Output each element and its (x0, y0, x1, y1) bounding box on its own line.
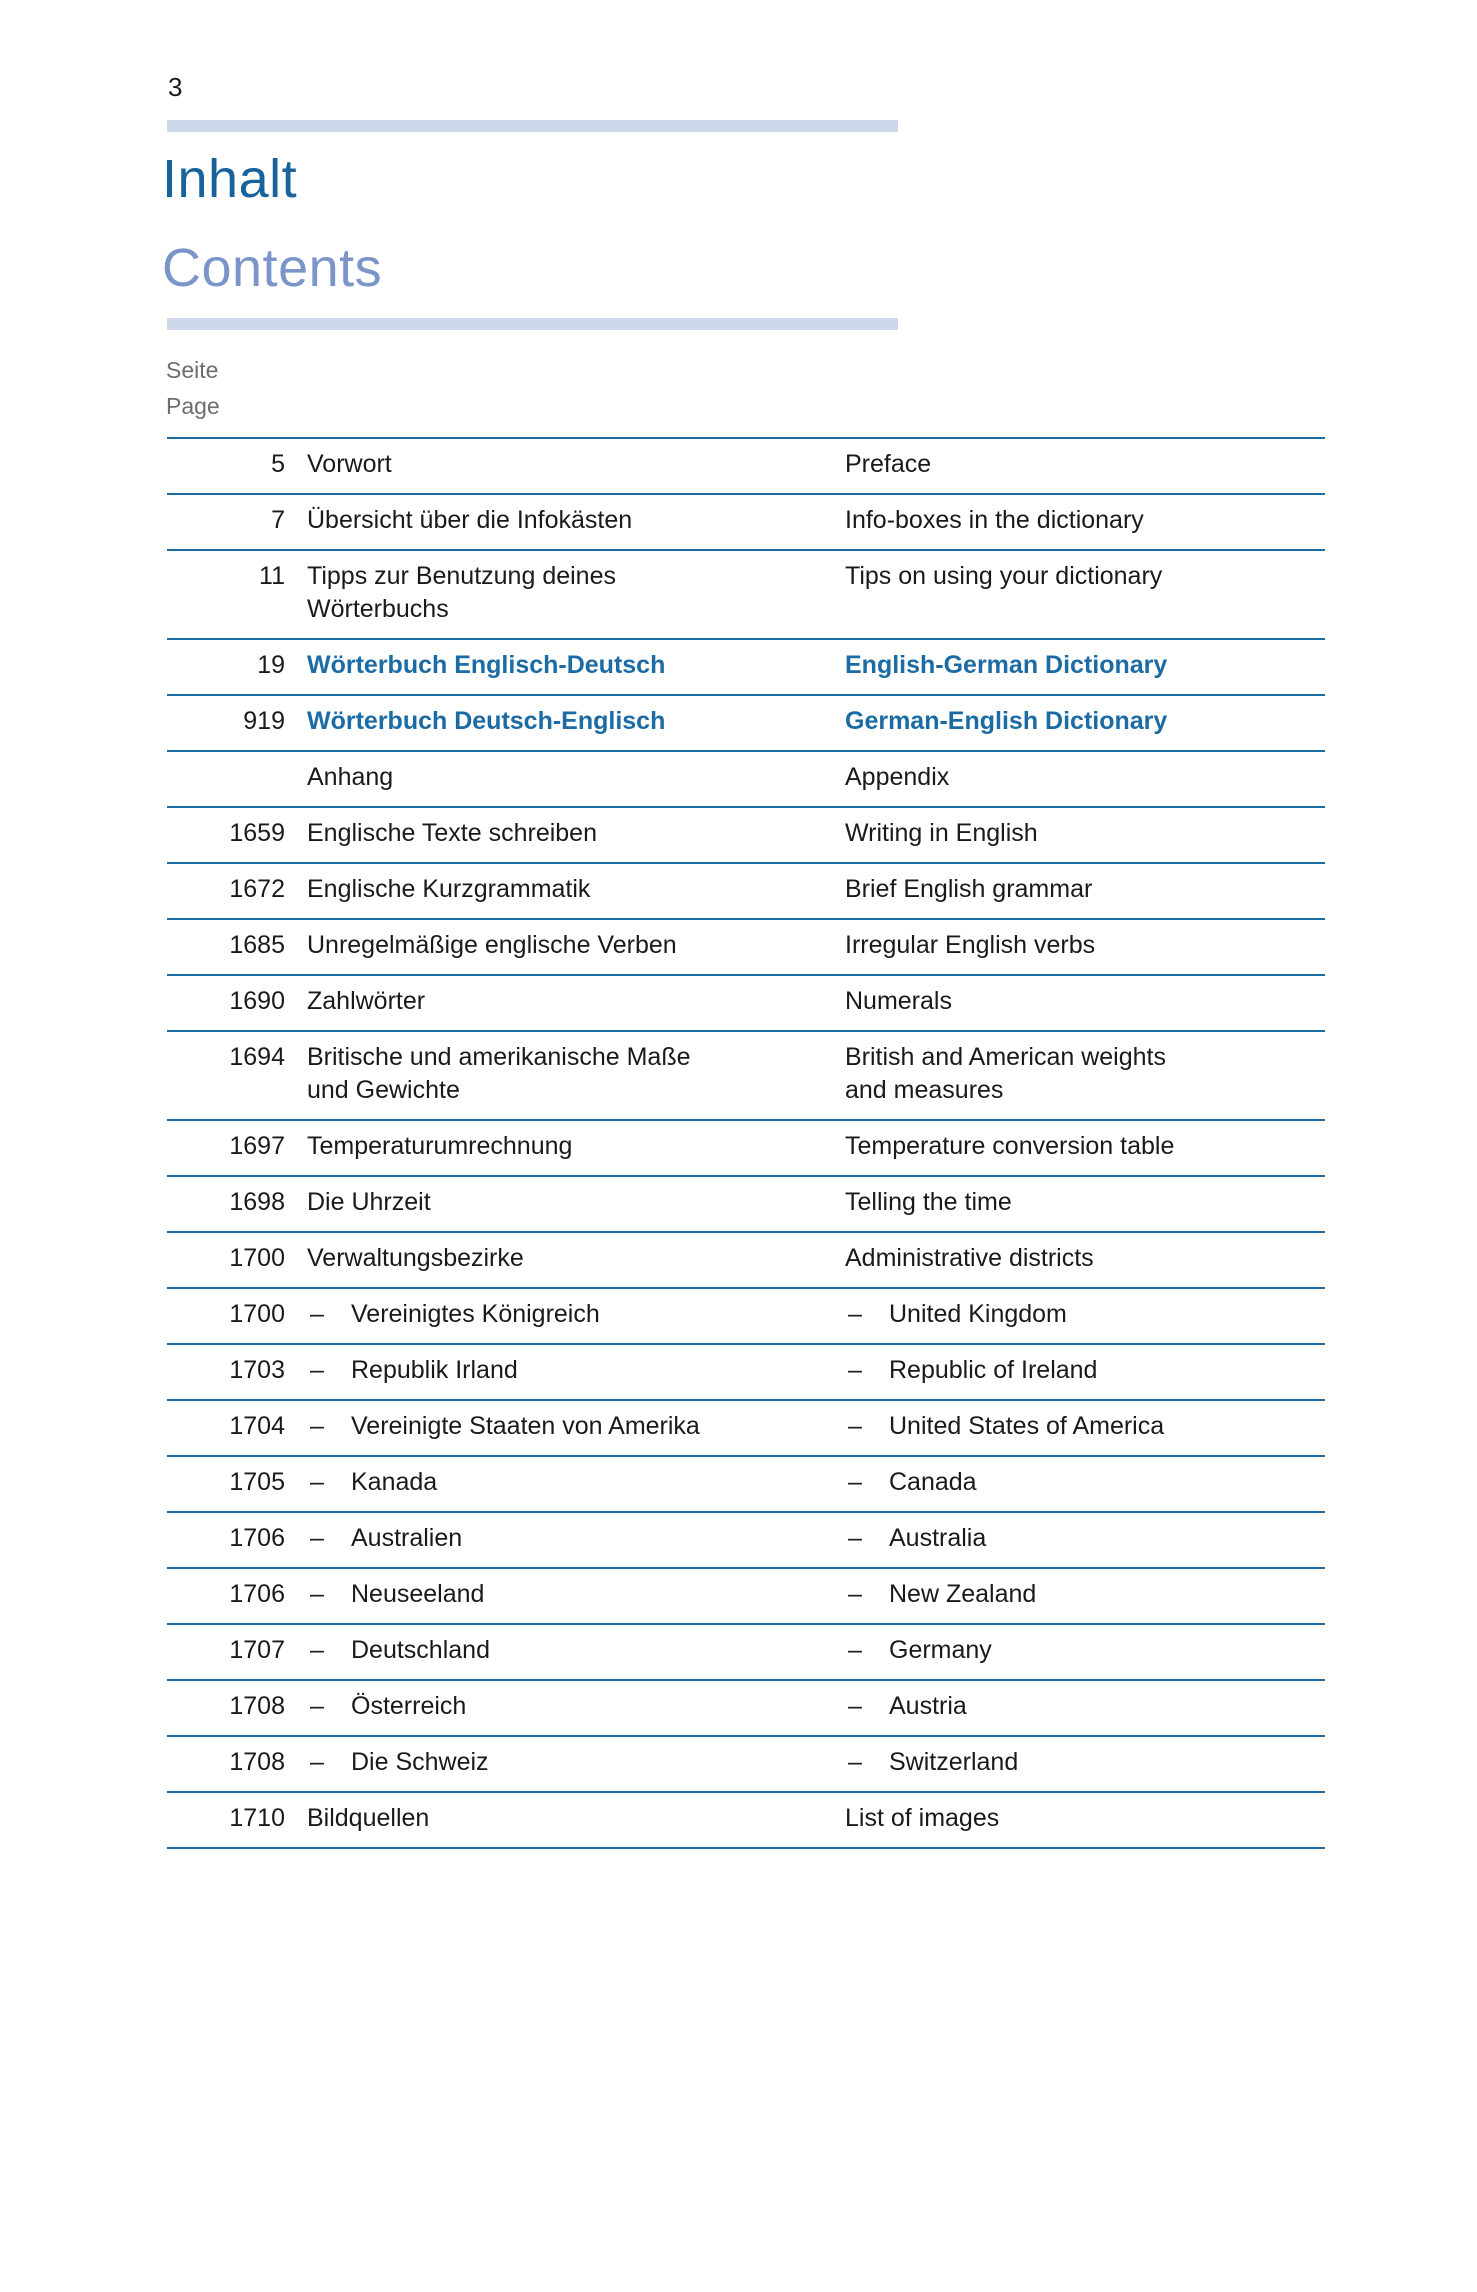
toc-page-number: 19 (257, 651, 285, 679)
toc-entry-english (845, 494, 1325, 550)
dash-icon: – (310, 1580, 324, 1608)
toc-page-number: 919 (243, 707, 285, 735)
toc-entry-german-line1: Kanada (351, 1468, 438, 1496)
toc-entry-german-line1: Anhang (307, 763, 394, 791)
toc-entry-german-line2: Wörterbuchs (307, 595, 449, 623)
toc-entry-german (307, 695, 845, 751)
table-row[interactable] (167, 919, 1325, 975)
toc-entry-english (845, 1736, 1325, 1792)
toc-entry-german-line1: Deutschland (351, 1636, 490, 1664)
toc-entry-german (307, 1568, 845, 1624)
toc-entry-english-line1: Republic of Ireland (889, 1356, 1098, 1384)
table-row[interactable] (167, 1456, 1325, 1512)
toc-entry-german-line1: Tipps zur Benutzung deines (307, 562, 616, 590)
toc-page-number: 11 (259, 562, 285, 590)
toc-entry-english (845, 1031, 1325, 1120)
toc-entry-english (845, 1792, 1325, 1848)
dash-icon: – (310, 1524, 324, 1552)
dash-icon: – (310, 1356, 324, 1384)
table-row[interactable] (167, 550, 1325, 639)
toc-sub-entry (307, 1578, 829, 1611)
toc-entry-german-line1: Österreich (351, 1692, 467, 1720)
toc-sub-entry (845, 1522, 1325, 1555)
toc-entry-english-line1: New Zealand (889, 1580, 1037, 1608)
dash-icon: – (310, 1692, 324, 1720)
toc-entry-english-line1: Writing in English (845, 819, 1038, 847)
dash-icon: – (848, 1468, 862, 1496)
toc-entry-german (307, 1400, 845, 1456)
column-caption-english: Page (166, 393, 220, 419)
toc-entry-english-line1: List of images (845, 1804, 1000, 1832)
toc-entry-english-line1: Numerals (845, 987, 952, 1015)
toc-entry-english-line1: British and American weights (845, 1043, 1166, 1071)
dash-icon: – (848, 1524, 862, 1552)
toc-entry-german (307, 1456, 845, 1512)
toc-sub-entry (845, 1634, 1325, 1667)
toc-sub-entry (845, 1354, 1325, 1387)
dash-icon: – (310, 1468, 324, 1496)
toc-entry-english (845, 550, 1325, 639)
toc-entry-german-line1: Temperaturumrechnung (307, 1132, 573, 1160)
toc-entry-english-line1: Appendix (845, 763, 950, 791)
toc-entry-german (307, 1176, 845, 1232)
toc-sub-entry (845, 1578, 1325, 1611)
toc-entry-german (307, 751, 845, 807)
toc-entry-german (307, 550, 845, 639)
toc-sub-entry (307, 1634, 829, 1667)
toc-entry-german-line1: Wörterbuch Englisch-Deutsch (307, 651, 666, 679)
toc-entry-german (307, 1120, 845, 1176)
toc-entry-english-line1: Austria (889, 1692, 967, 1720)
toc-entry-english (845, 975, 1325, 1031)
page-number: 3 (168, 72, 183, 102)
dash-icon: – (310, 1748, 324, 1776)
toc-page-number: 5 (271, 450, 285, 478)
toc-page-number: 1703 (229, 1356, 285, 1384)
toc-entry-german-line1: Übersicht über die Infokästen (307, 506, 633, 534)
toc-entry-english (845, 1400, 1325, 1456)
dash-icon: – (848, 1300, 862, 1328)
toc-sub-entry (307, 1690, 829, 1723)
toc-page-number: 1690 (229, 987, 285, 1015)
toc-entry-german-line1: Englische Texte schreiben (307, 819, 597, 847)
table-row[interactable] (167, 751, 1325, 807)
table-row[interactable] (167, 1736, 1325, 1792)
table-row[interactable] (167, 1624, 1325, 1680)
toc-entry-german (307, 1680, 845, 1736)
toc-entry-english (845, 1120, 1325, 1176)
dash-icon: – (848, 1356, 862, 1384)
toc-entry-english-line1: Switzerland (889, 1748, 1019, 1776)
table-row[interactable] (167, 1400, 1325, 1456)
table-row[interactable] (167, 975, 1325, 1031)
toc-entry-german-line1: Neuseeland (351, 1580, 485, 1608)
toc-entry-german-line1: Unregelmäßige englische Verben (307, 931, 677, 959)
toc-entry-german (307, 494, 845, 550)
table-row[interactable] (167, 1680, 1325, 1736)
toc-page-number: 1708 (229, 1748, 285, 1776)
toc-entry-english (845, 1512, 1325, 1568)
toc-entry-english-line1: Tips on using your dictionary (845, 562, 1163, 590)
toc-entry-english-line1: English-German Dictionary (845, 651, 1168, 679)
toc-page-number: 1685 (229, 931, 285, 959)
toc-entry-english-line1: Germany (889, 1636, 992, 1664)
toc-entry-english (845, 1624, 1325, 1680)
toc-sub-entry (307, 1522, 829, 1555)
toc-entry-english (845, 1176, 1325, 1232)
toc-sub-entry (307, 1746, 829, 1779)
toc-entry-english (845, 1232, 1325, 1288)
toc-entry-german-line1: Bildquellen (307, 1804, 430, 1832)
toc-entry-german (307, 1344, 845, 1400)
toc-page-number: 1672 (229, 875, 285, 903)
toc-sub-entry (845, 1690, 1325, 1723)
header-rule-bottom (167, 318, 898, 330)
dash-icon: – (310, 1636, 324, 1664)
table-row[interactable] (167, 695, 1325, 751)
toc-entry-german (307, 919, 845, 975)
table-row[interactable] (167, 1120, 1325, 1176)
table-row[interactable] (167, 1568, 1325, 1624)
toc-entry-english-line1: German-English Dictionary (845, 707, 1168, 735)
table-row[interactable] (167, 494, 1325, 550)
toc-entry-german-line1: Zahlwörter (307, 987, 426, 1015)
table-row[interactable] (167, 863, 1325, 919)
table-row[interactable] (167, 807, 1325, 863)
toc-entry-german-line1: Die Schweiz (351, 1748, 489, 1776)
toc-sub-entry (845, 1746, 1325, 1779)
column-caption-german: Seite (166, 357, 219, 383)
toc-sub-entry (845, 1298, 1325, 1331)
toc-entry-german (307, 639, 845, 695)
toc-page-number: 1700 (229, 1300, 285, 1328)
table-row[interactable] (167, 1512, 1325, 1568)
toc-page-number: 1698 (229, 1188, 285, 1216)
toc-page-number: 1700 (229, 1244, 285, 1272)
toc-entry-english-line1: Info-boxes in the dictionary (845, 506, 1144, 534)
dash-icon: – (848, 1692, 862, 1720)
table-row[interactable] (167, 1792, 1325, 1848)
toc-entry-english-line1: Australia (889, 1524, 987, 1552)
toc-sub-entry (307, 1410, 829, 1443)
toc-page-number (167, 751, 307, 807)
toc-entry-english (845, 1288, 1325, 1344)
toc-entry-german (307, 1736, 845, 1792)
toc-entry-german-line1: Britische und amerikanische Maße (307, 1043, 691, 1071)
toc-entry-german (307, 1792, 845, 1848)
toc-entry-english (845, 919, 1325, 975)
table-row[interactable] (167, 1031, 1325, 1120)
toc-entry-german-line1: Vereinigte Staaten von Amerika (351, 1412, 700, 1440)
toc-sub-entry (307, 1354, 829, 1387)
column-caption (166, 352, 220, 424)
toc-page-number: 1705 (229, 1468, 285, 1496)
toc-entry-german (307, 1512, 845, 1568)
toc-entry-english-line1: Administrative districts (845, 1244, 1094, 1272)
toc-entry-german (307, 1031, 845, 1120)
table-row[interactable] (167, 1344, 1325, 1400)
header-rule-top (167, 120, 898, 132)
toc-page-number: 1704 (229, 1412, 285, 1440)
toc-entry-german-line1: Wörterbuch Deutsch-Englisch (307, 707, 666, 735)
toc-table (167, 437, 1325, 1849)
page-title-german: Inhalt (162, 149, 298, 209)
toc-entry-german-line1: Die Uhrzeit (307, 1188, 431, 1216)
toc-page-number: 1710 (229, 1804, 285, 1832)
toc-entry-english (845, 695, 1325, 751)
toc-page-number: 1706 (229, 1580, 285, 1608)
toc-entry-english (845, 639, 1325, 695)
toc-page-number: 1659 (229, 819, 285, 847)
toc-entry-german-line1: Republik Irland (351, 1356, 518, 1384)
toc-entry-english (845, 751, 1325, 807)
toc-entry-german-line1: Englische Kurzgrammatik (307, 875, 591, 903)
toc-page-number: 1694 (229, 1043, 285, 1071)
toc-page-number: 1706 (229, 1524, 285, 1552)
toc-entry-english-line1: United Kingdom (889, 1300, 1067, 1328)
toc-entry-english (845, 1568, 1325, 1624)
toc-entry-german (307, 863, 845, 919)
toc-page-number: 7 (271, 506, 285, 534)
toc-entry-english (845, 438, 1325, 494)
toc-entry-german-line1: Vorwort (307, 450, 392, 478)
toc-page-number: 1708 (229, 1692, 285, 1720)
toc-entry-german-line1: Australien (351, 1524, 463, 1552)
toc-entry-german (307, 975, 845, 1031)
dash-icon: – (848, 1748, 862, 1776)
toc-entry-english-line1: Brief English grammar (845, 875, 1093, 903)
toc-entry-english (845, 1680, 1325, 1736)
toc-entry-german (307, 438, 845, 494)
toc-entry-german (307, 1288, 845, 1344)
toc-sub-entry (307, 1298, 829, 1331)
toc-entry-english (845, 863, 1325, 919)
toc-entry-german (307, 1232, 845, 1288)
toc-entry-english-line1: Irregular English verbs (845, 931, 1096, 959)
page-title-english: Contents (162, 238, 383, 298)
toc-sub-entry (307, 1466, 829, 1499)
toc-entry-english (845, 1456, 1325, 1512)
toc-entry-english-line1: United States of America (889, 1412, 1165, 1440)
toc-sub-entry (845, 1466, 1325, 1499)
table-of-contents (167, 437, 1287, 1849)
toc-entry-english-line2: and measures (845, 1076, 1004, 1104)
toc-entry-english-line1: Telling the time (845, 1188, 1012, 1216)
toc-entry-german-line2: und Gewichte (307, 1076, 460, 1104)
table-row[interactable] (167, 639, 1325, 695)
toc-sub-entry (845, 1410, 1325, 1443)
table-row[interactable] (167, 1232, 1325, 1288)
dash-icon: – (848, 1580, 862, 1608)
table-row[interactable] (167, 438, 1325, 494)
toc-entry-german-line1: Vereinigtes Königreich (351, 1300, 600, 1328)
toc-page-number: 1707 (229, 1636, 285, 1664)
toc-entry-english-line1: Canada (889, 1468, 977, 1496)
table-row[interactable] (167, 1288, 1325, 1344)
dash-icon: – (848, 1412, 862, 1440)
toc-entry-english (845, 807, 1325, 863)
table-row[interactable] (167, 1176, 1325, 1232)
toc-entry-german (307, 807, 845, 863)
dash-icon: – (848, 1636, 862, 1664)
toc-entry-english-line1: Temperature conversion table (845, 1132, 1175, 1160)
toc-entry-english (845, 1344, 1325, 1400)
dash-icon: – (310, 1300, 324, 1328)
dash-icon: – (310, 1412, 324, 1440)
toc-entry-german (307, 1624, 845, 1680)
toc-page-number: 1697 (229, 1132, 285, 1160)
toc-entry-german-line1: Verwaltungsbezirke (307, 1244, 524, 1272)
toc-entry-english-line1: Preface (845, 450, 932, 478)
